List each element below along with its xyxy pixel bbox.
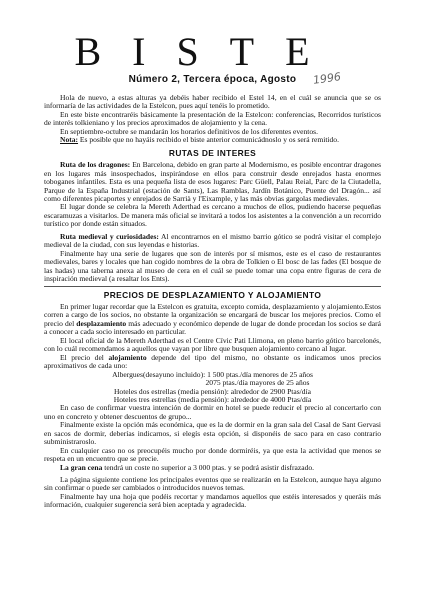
- document-body: [44, 94, 381, 510]
- dragons-route-label: Ruta de los dragones:: [60, 160, 131, 170]
- section-heading-precios: PRECIOS DE DESPLAZAMIENTO Y ALOJAMIENTO: [103, 289, 322, 300]
- closing-paragraph: Finalmente hay una hoja que podéis recortar y mandarnos aquellos que estéis interesados y queráis más información, cualquier sugerencia será bien aceptada y agradecida.: [44, 491, 381, 510]
- price-line: Albergues(desayuno incluido): 1 500 ptas./día menores de 25 años: [112, 369, 313, 379]
- medieval-route-text: Al encontrarnos en el mismo barrio gótico se podrá visitar el complejo medieval de la ciudad, con sus leyendas e historias.: [44, 231, 381, 250]
- closing-paragraph: La página siguiente contiene los principales eventos que se realizarán en la Estelcon, aunque haya alguno sin confirmar o puede ser cambiados o introducidos nuevos temas.: [44, 475, 381, 493]
- note-text: Es posible que no hayáis recibido el biste anterior comunicádnoslo y os será remitido.: [79, 135, 339, 145]
- prices-paragraph-5: Finalmente existe la opción más económica, que es la de dormir en la gran sala del Casal de Sant Gervasi en sacos de dormir, deberías indicarnos, si elegís esta opción, si disponéis de saco para en caso contrario subministraroslo.: [44, 420, 381, 447]
- dinner-paragraph: La gran cena tendrá un coste no superior a 3 000 ptas. y se podrá asistir disfrazado.: [60, 462, 315, 472]
- dragons-route-paragraph: [44, 161, 381, 203]
- prices-paragraph-3: El precio del alojamiento depende del tipo del mismo, no obstante os indicamos unos precios aproximativos de cada uno:: [44, 352, 381, 371]
- price-line: Hoteles tres estrellas (media pensión): alrededor de 4000 Ptas/día: [113, 394, 312, 404]
- intro-paragraph: En septiembre-octubre se mandarán los horarios definitivos de los diferentes eventos.: [60, 126, 318, 136]
- intro-paragraph: Hola de nuevo, a estas alturas ya debéis haber recibido el Estel 14, en el cuál se anuncia que se os informaría de las actividades de la Estelcon, pues aquí tenéis lo prometido.: [44, 93, 381, 111]
- medieval-route-paragraph: [44, 233, 381, 250]
- displacement-label: desplazamiento: [76, 318, 127, 328]
- note-paragraph: [44, 136, 381, 144]
- handwritten-year: 1996: [312, 70, 342, 87]
- issue-subtitle: Número 2, Tercera época, Agosto: [128, 74, 297, 85]
- note-label: Nota:: [60, 135, 79, 145]
- prices-paragraph-1: En primer lugar recordar que la Estelcon es gratuita, excepto comida, desplazamiento y alojamiento.Estos corren a cargo de los socios, no obstante la organización se encargará de buscar los mejores precios. Como el precio del desplazamiento más adecuado y económico depende de lugar de donde procedan los socios se dará a conocer a cada socio interesado en particular.: [44, 301, 382, 337]
- price-line: Hoteles dos estrellas (media pensión): alrededor de 2900 Ptas/día: [113, 386, 311, 396]
- medieval-route-paragraph-2: Finalmente hay una serie de lugares que son de interés por sí mismos, este es el caso de restaurantes medievales, bares y locales que han cogido nombres de la obra de Tolkien o El bosc de las fades (El bosque de las hadas) una taberna anexa al museo de cera en el cuál se puede tomar una copa entre figuras de cera de inspiración medieval (a resaltar los Ents).: [44, 248, 381, 284]
- newsletter-title: BISTE: [74, 29, 341, 74]
- prices-paragraph-4: En caso de confirmar vuestra intención de dormir en hotel se puede reducir el precio al concertarlo con uno en concreto y obtener descuentos de grupo...: [44, 403, 381, 421]
- intro-paragraph: En este biste encontraréis básicamente la presentación de la Estelcon: conferencias, Recorridos turísticos de interés tolkieniano y los precios aproximados de alojamiento y la cena.: [44, 109, 381, 128]
- dinner-label: La gran cena: [60, 462, 103, 472]
- medieval-route-label: Ruta medieval y curiosidades:: [60, 231, 159, 241]
- section-divider: [44, 286, 381, 287]
- price-line: 2075 ptas./día mayores de 25 años: [205, 378, 310, 388]
- masthead: [44, 30, 381, 88]
- dragons-route-paragraph-2: El lugar donde se celebra la Mereth Aderthad es cercano a muchos de ellos, pudiendo hacerse pequeñas escaramuzas a visitarlos. De manera más oficial se invitará a todos los asistentes a la convención a un recorrido turístico por donde están situados.: [44, 202, 381, 229]
- prices-paragraph-2: El local oficial de la Mereth Aderthad es el Centre Cívic Pati Llimona, en pleno barrio gótico barcelonés, con lo cuál recomendamos a aquellos que vayan por libre que busquen alojamiento cercano al lugar.: [44, 335, 381, 354]
- lodging-label: alojamiento: [108, 352, 147, 362]
- section-heading-rutas: RUTAS DE INTERES: [168, 147, 257, 158]
- dragons-route-text: En Barcelona, debido en gran parte al Modernismo, es posible encontrar dragones en los lugares más insospechados, inspirándose en ellos para construir desde enrejados hasta enormes toboganes infantiles. Esta es una pequeña lista de esos lugares: Parc Güell, Palau Reial, Parc de la Ciutadella, Parque de la España Industrial (estación de Sants), Las Ramblas, Jardín Botánico, Puente del Dragón... así como diferentes picaportes y enrejados de Sarrià y l'Eixample, y las más obvias gargolas medievales.: [44, 160, 382, 203]
- prices-paragraph-6: En cualquier caso no os preocupéis mucho por donde dormiréis, ya que esta la actividad que menos se respeta en un encuentro que se precie.: [44, 445, 381, 464]
